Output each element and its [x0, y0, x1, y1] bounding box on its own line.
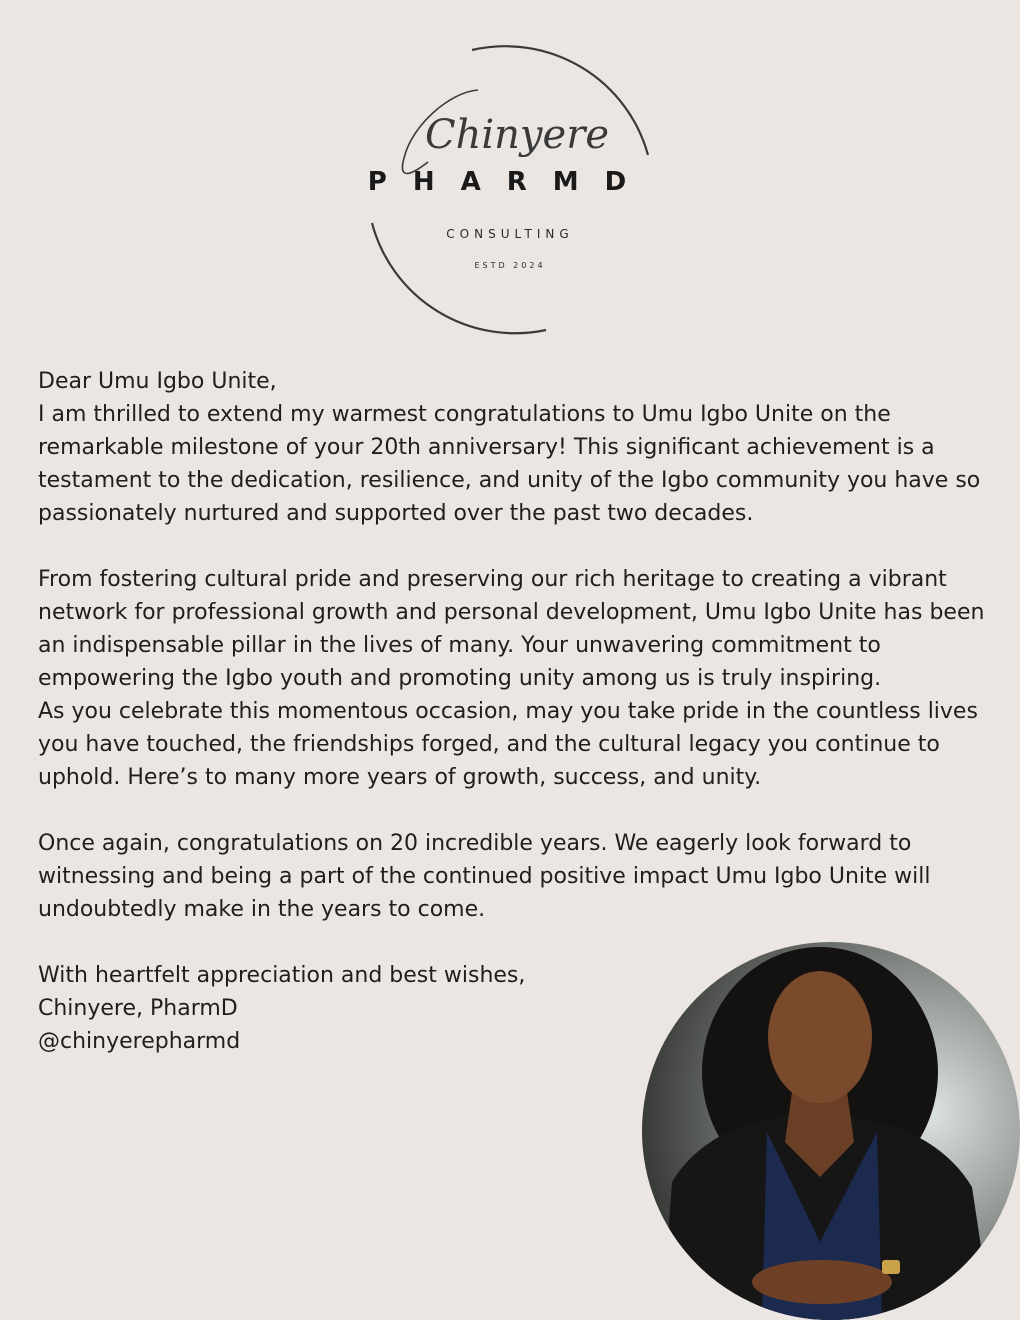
letter-paragraph-2: From fostering cultural pride and preserving our rich heritage to creating a vibrant network for professional growth and personal development, Umu Igbo Unite has been an indispensable pillar in the lives of many. Your unwavering commitment to empowering the Igbo youth and promoting unity among us is truly inspiring.: [38, 567, 985, 691]
letter-paragraph-4: Once again, congratulations on 20 incredible years. We eagerly look forward to witnessing and being a part of the continued positive impact Umu Igbo Unite will undoubtedly make in the years to come.: [38, 831, 931, 922]
logo-tagline: CONSULTING: [446, 227, 574, 241]
signature-handle: @chinyerepharmd: [38, 1029, 241, 1054]
letter-paragraph-3: As you celebrate this momentous occasion, may you take pride in the countless lives you have touched, the friendships forged, and the cultural legacy you continue to uphold. Here’s to many more years of growth, success, and unity.: [38, 699, 978, 790]
letter-salutation: Dear Umu Igbo Unite,: [38, 369, 277, 394]
logo-established: ESTD 2024: [474, 261, 546, 270]
brand-logo: [300, 30, 720, 350]
logo-script-name: Chinyere: [425, 112, 609, 158]
signature-name: Chinyere, PharmD: [38, 996, 238, 1021]
logo-brand-text: PHARMD: [367, 167, 653, 197]
letter-closing: With heartfelt appreciation and best wishes,: [38, 963, 526, 988]
letter-paragraph-1: I am thrilled to extend my warmest congratulations to Umu Igbo Unite on the remarkable milestone of your 20th anniversary! This significant achievement is a testament to the dedication, resilience, and unity of the Igbo community you have so passionately nurtured and supported over the past two decades.: [38, 402, 981, 526]
portrait-photo: [642, 942, 1020, 1320]
